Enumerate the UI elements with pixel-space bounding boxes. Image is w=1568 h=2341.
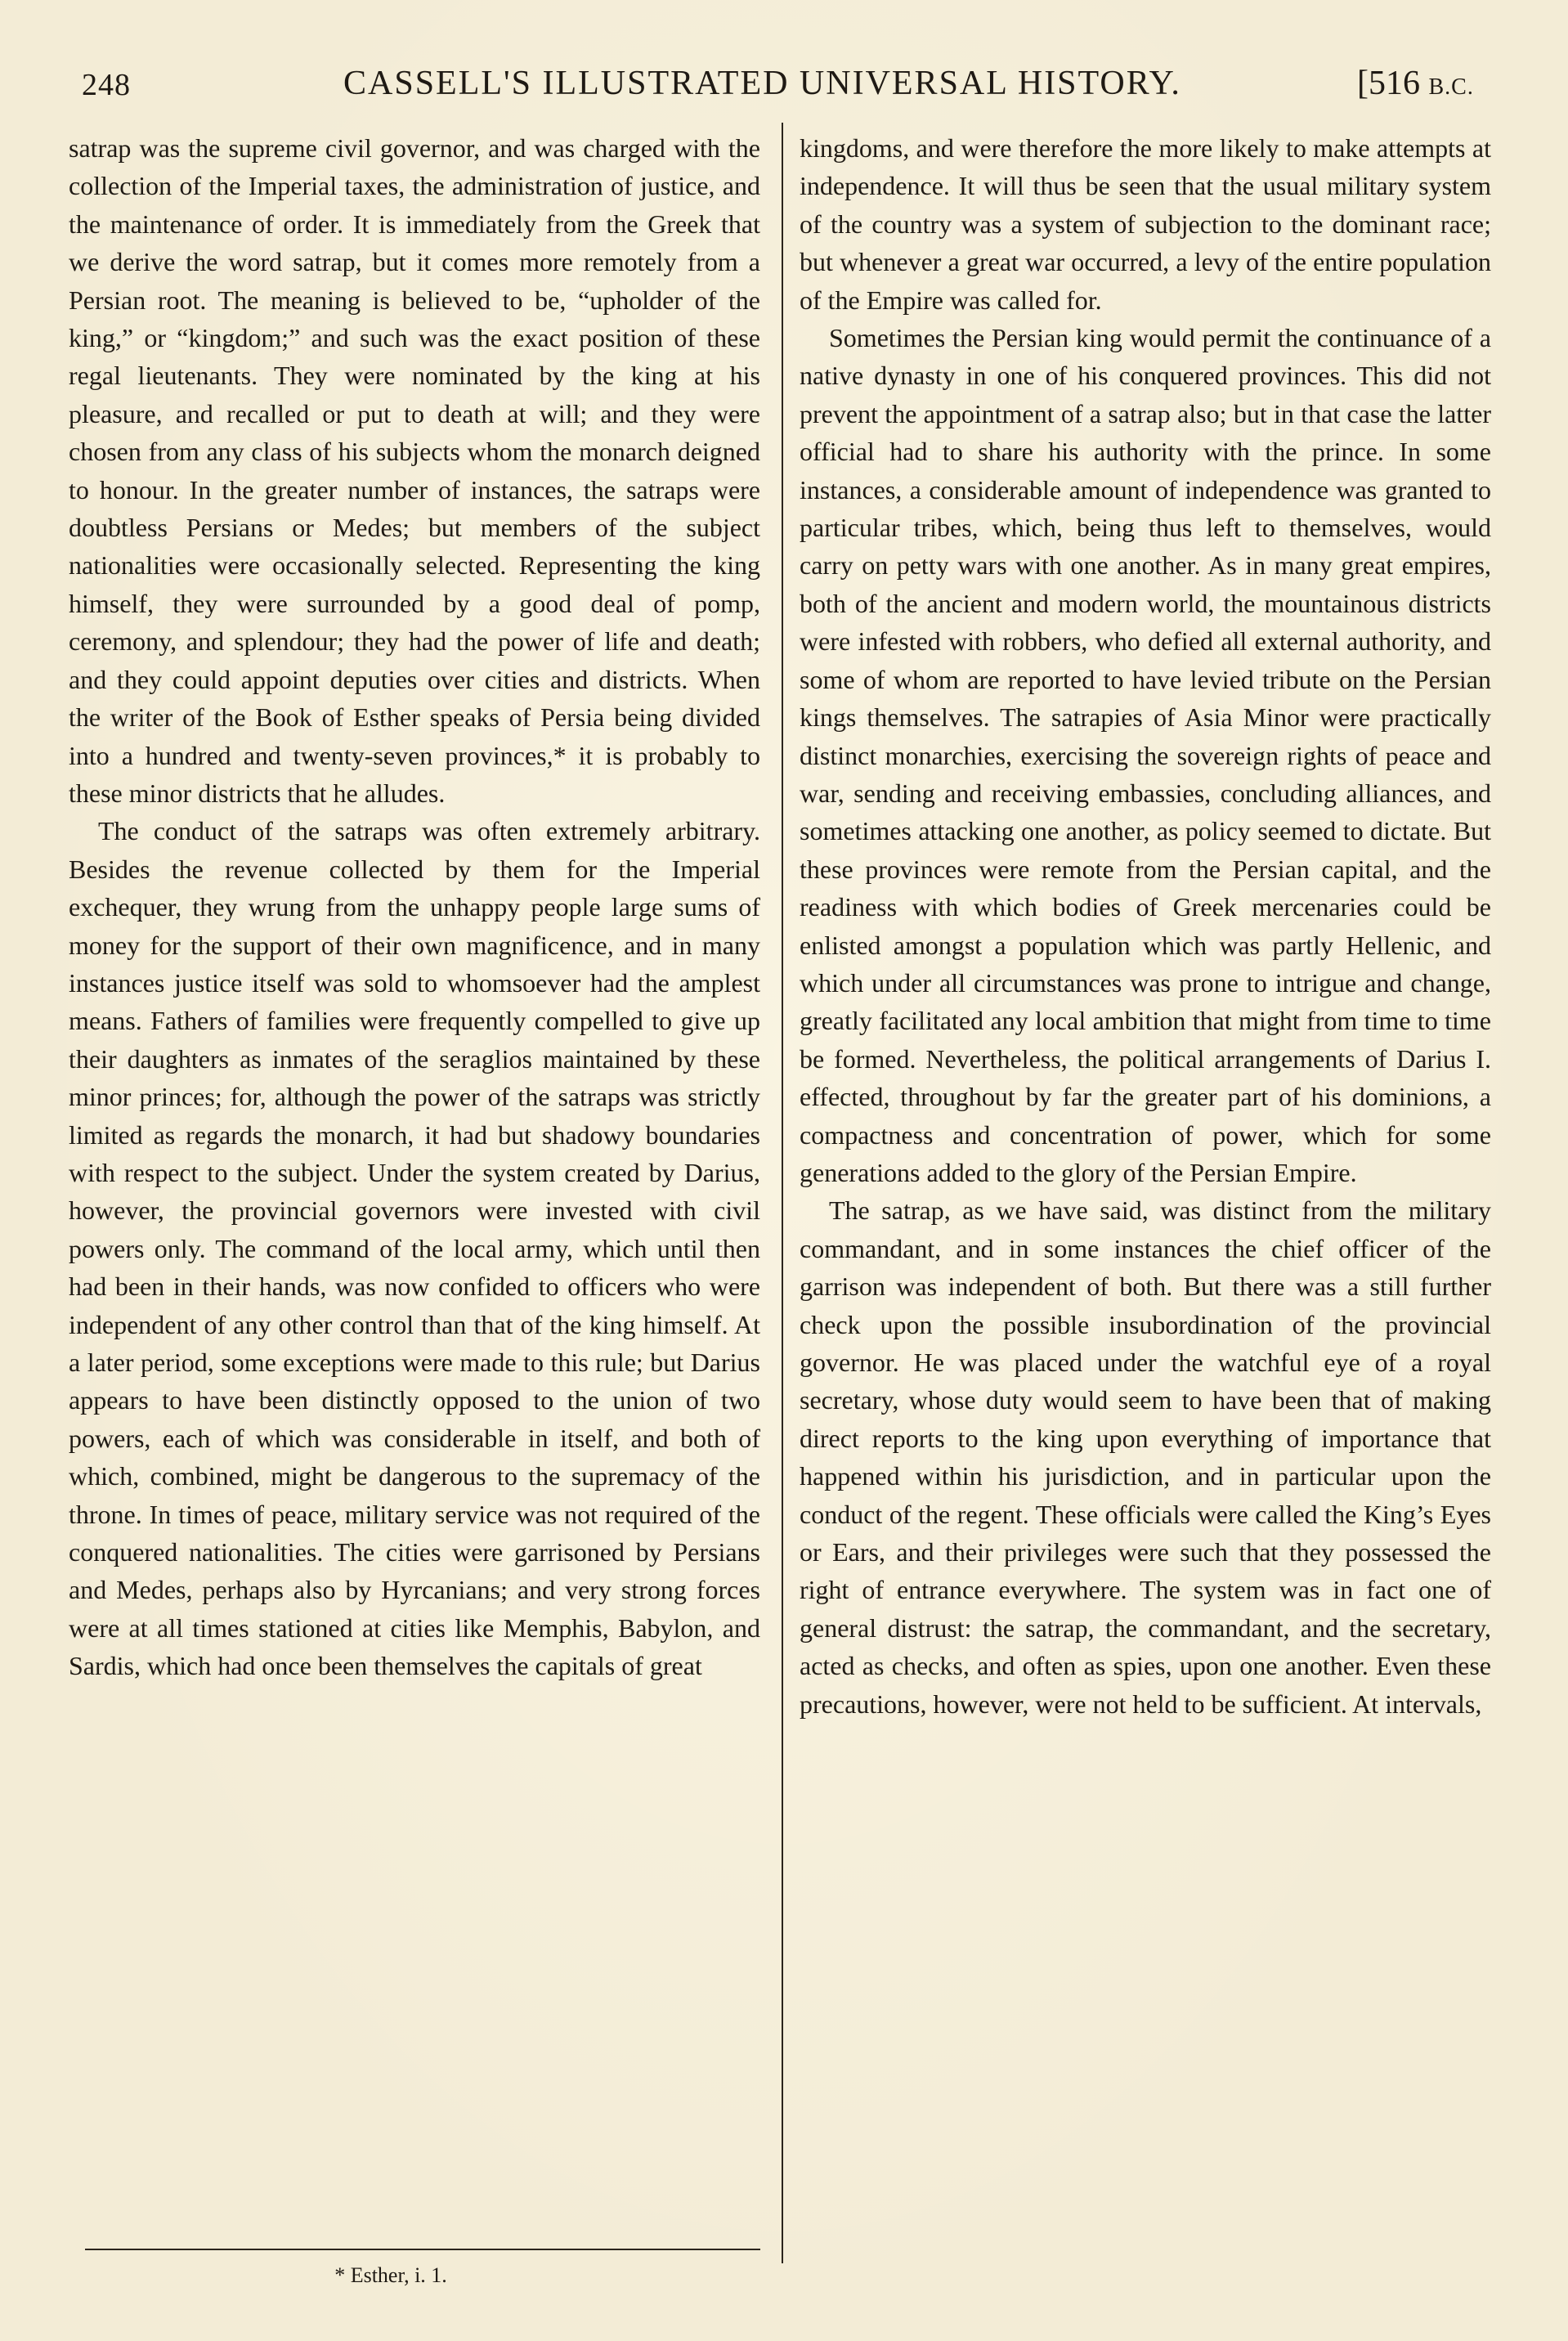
- left-paragraph-1: satrap was the supreme civil governor, and was charged with the collection of the Imperial taxes, the administration of justice, and the maintenance of order. It is immediately from the Greek that we derive the word satrap, but it comes more remotely from a Persian root. The meaning is believed to be, “upholder of the king,” or “kingdom;” and such was the exact position of these regal lieutenants. They were nominated by the king at his pleasure, and recalled or put to death at will; and they were chosen from any class of his subjects whom the monarch deigned to honour. In the greater number of instances, the satraps were doubtless Persians or Medes; but members of the subject nationalities were occasionally selected. Representing the king himself, they were surrounded by a good deal of pomp, ceremony, and splendour; they had the power of life and death; and they could appoint deputies over cities and districts. When the writer of the Book of Esther speaks of Persia being divided into a hundred and twenty-seven provinces,* it is probably to these minor districts that he alludes.: [69, 133, 760, 808]
- left-paragraph-2: The conduct of the satraps was often extremely arbitrary. Besides the revenue collected by them for the Imperial exchequer, they wrung from the unhappy people large sums of money for the support of their own magnificence, and in many instances justice itself was sold to whomsoever had the amplest means. Fathers of families were frequently compelled to give up their daughters as inmates of the seraglios maintained by these minor princes; for, although the power of the satraps was strictly limited as regards the monarch, it had but shadowy boundaries with respect to the subject. Under the system created by Darius, however, the provincial governors were invested with civil powers only. The command of the local army, which until then had been in their hands, was now confided to officers who were independent of any other control than that of the king himself. At a later period, some exceptions were made to this rule; but Darius appears to have been distinctly opposed to the union of two powers, each of which was considerable in itself, and both of which, combined, might be dangerous to the supremacy of the throne. In times of peace, military service was not required of the conquered nationalities. The cities were garrisoned by Persians and Medes, perhaps also by Hyrcanians; and very strong forces were at all times stationed at cities like Memphis, Babylon, and Sardis, which had once been themselves the capitals of great: [69, 816, 760, 1681]
- running-header: [0, 57, 1568, 106]
- right-paragraph-2: Sometimes the Persian king would permit the continuance of a native dynasty in one of his conquered provinces. This did not prevent the appointment of a satrap also; but in that case the latter official had to share his authority with the prince. In some instances, a considerable amount of independence was granted to particular tribes, which, being thus left to themselves, would carry on petty wars with one another. As in many great empires, both of the ancient and modern world, the mountainous districts were infested with robbers, who defied all external authority, and some of whom are reported to have levied tribute on the Persian kings themselves. The satrapies of Asia Minor were practically distinct monarchies, exercising the sovereign rights of peace and war, sending and receiving embassies, concluding alliances, and sometimes attacking one another, as policy seemed to dictate. But these provinces were remote from the Persian capital, and the readiness with which bodies of Greek mercenaries could be enlisted amongst a population which was partly Hellenic, and which under all circumstances was prone to intrigue and change, greatly facilitated any local ambition that might from time to time be formed. Nevertheless, the political arrangements of Darius I. effected, throughout by far the greater part of his dominions, a compactness and concentration of power, which for some generations added to the glory of the Persian Empire.: [800, 323, 1491, 1187]
- column-divider: [782, 123, 783, 2263]
- date-marker: [1357, 64, 1474, 103]
- right-column: [800, 129, 1491, 1723]
- right-paragraph-3: The satrap, as we have said, was distinct from the military commandant, and in some instances the chief officer of the garrison was independent of both. But there was a still further check upon the possible insubordination of the provincial governor. He was placed under the watchful eye of a royal secretary, whose duty would seem to have been that of making direct reports to the king upon everything of importance that happened within his jurisdiction, and in particular upon the conduct of the regent. These officials were called the King’s Eyes or Ears, and their privileges were such that they possessed the right of entrance everywhere. The system was in fact one of general distrust: the satrap, the commandant, and the secretary, acted as checks, and often as spies, upon one another. Even these precautions, however, were not held to be sufficient. At intervals,: [800, 1195, 1491, 1719]
- date-year: [516: [1357, 65, 1420, 102]
- date-era: B.C.: [1428, 74, 1474, 100]
- running-title: CASSELL'S ILLUSTRATED UNIVERSAL HISTORY.: [343, 65, 1181, 102]
- left-column: [69, 129, 760, 1685]
- footnote-divider: [85, 2249, 760, 2250]
- footnote: * Esther, i. 1.: [334, 2263, 447, 2287]
- page-number: 248: [82, 68, 131, 102]
- right-paragraph-1: kingdoms, and were therefore the more likely to make attempts at independence. It will thus be seen that the usual military system of the country was a system of subjection to the dominant race; but whenever a great war occurred, a levy of the entire population of the Empire was called for.: [800, 133, 1491, 315]
